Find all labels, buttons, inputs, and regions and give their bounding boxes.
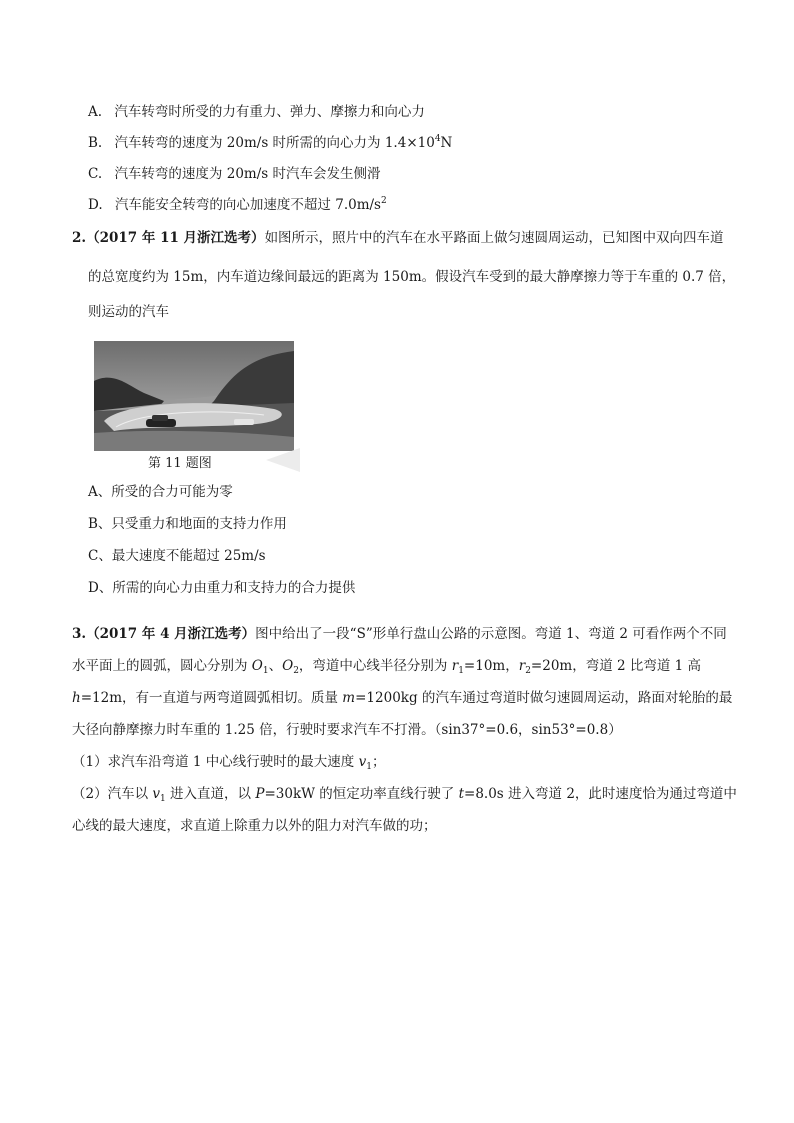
- q2-line-2: [88, 267, 735, 287]
- q3-text: （2）汽车以: [72, 786, 153, 802]
- q1-option-b-unit: N: [440, 135, 453, 151]
- q3-stem-1: 图中给出了一段“S”形单行盘山公路的示意图。弯道 1、弯道 2 可看作两个不同: [255, 626, 727, 642]
- q3-text: =1200kg 的汽车通过弯道时做匀速圆周运动，路面对轮胎的最: [355, 690, 733, 706]
- q1-option-d-label: D.: [88, 197, 103, 213]
- q3-sub: 2: [525, 666, 531, 676]
- q3-sub: 1: [262, 666, 269, 676]
- q3-text: ；: [371, 754, 386, 770]
- q3-text: =30kW 的恒定功率直线行驶了: [264, 786, 459, 802]
- q3-sub: 1: [160, 794, 166, 804]
- q1-option-d-text-main: 汽车能安全转弯的向心加速度不超过 7.0m/s: [114, 197, 381, 213]
- q3-text: （1）求汽车沿弯道 1 中心线行驶时的最大速度: [72, 754, 359, 770]
- q3-number: 3.: [72, 626, 87, 642]
- figure-caption: 第 11 题图: [148, 456, 212, 471]
- q2-line-1: [72, 228, 724, 248]
- q3-var-o1: O: [251, 658, 263, 674]
- q3-text: 、: [268, 658, 283, 674]
- q1-option-b-exponent: 4: [434, 134, 441, 144]
- q2-stem-3: 则运动的汽车: [88, 304, 169, 320]
- mountain-road-illustration: [94, 341, 294, 451]
- q3-line-3: [72, 688, 732, 708]
- q3-text: 大径向静摩擦力时车重的 1.25 倍，行驶时要求汽车不打滑。（sin37°=0.6，sin53°=0.8）: [72, 722, 622, 738]
- q3-subquestion-1: [72, 752, 385, 772]
- q1-option-d-text: [115, 197, 387, 213]
- q1-option-d: [88, 195, 387, 215]
- q3-var-v1: v: [152, 786, 161, 802]
- q2-option-c: C、最大速度不能超过 25m/s: [88, 548, 266, 564]
- q2-stem-2: 的总宽度约为 15m，内车道边缘间最远的距离为 150m。假设汽车受到的最大静摩擦力等于车重的 0.7 倍，: [88, 269, 736, 285]
- q3-text: 进入直道，以: [165, 786, 256, 802]
- q3-var-p: P: [255, 786, 265, 802]
- q3-text: 水平面上的圆弧，圆心分别为: [72, 658, 252, 674]
- q1-option-c: [88, 164, 380, 184]
- q3-sub: 1: [366, 762, 372, 772]
- q3-var-r2: r: [518, 658, 526, 674]
- q3-line-2: [72, 656, 701, 676]
- q3-text: 心线的最大速度，求直道上除重力以外的阻力对汽车做的功；: [72, 818, 437, 834]
- q3-text: =12m，有一直道与两弯道圆弧相切。质量: [80, 690, 343, 706]
- q3-var-t: t: [458, 786, 465, 802]
- q1-option-c-label: C.: [88, 166, 103, 182]
- q1-option-b: [88, 133, 452, 153]
- q3-source: （2017 年 4 月浙江选考）: [86, 626, 256, 642]
- q1-option-b-text: [115, 135, 453, 151]
- q2-stem-1: 如图所示，照片中的汽车在水平路面上做匀速圆周运动，已知图中双向四车道: [264, 230, 724, 246]
- q3-var-m: m: [342, 690, 356, 706]
- q3-text: =10m，: [463, 658, 519, 674]
- q1-option-b-label: B.: [88, 135, 103, 151]
- q1-option-d-exponent: 2: [380, 196, 387, 206]
- q1-option-a: [88, 102, 425, 122]
- q3-subquestion-2: [72, 784, 737, 804]
- q3-var-o2: O: [282, 658, 294, 674]
- q2-number: 2.: [72, 230, 87, 246]
- q1-option-c-text: 汽车转弯的速度为 20m/s 时汽车会发生侧滑: [114, 166, 381, 182]
- q3-line-1: [72, 624, 727, 644]
- mountain-road-photo: [94, 341, 294, 451]
- q2-option-b: B、只受重力和地面的支持力作用: [88, 516, 287, 532]
- q2-line-3: [88, 302, 169, 322]
- q3-text: =20m，弯道 2 比弯道 1 高: [530, 658, 702, 674]
- q3-var-h: h: [72, 690, 81, 706]
- q2-option-d: D、所需的向心力由重力和支持力的合力提供: [88, 580, 356, 596]
- q2-option-a: A、所受的合力可能为零: [88, 484, 233, 500]
- q3-subquestion-2-cont: [72, 816, 437, 836]
- q3-text: ，弯道中心线半径分别为: [298, 658, 452, 674]
- watermark-arrow-icon: [266, 448, 300, 472]
- q3-var-v1: v: [358, 754, 367, 770]
- q3-sub: 1: [458, 666, 464, 676]
- q3-var-r1: r: [451, 658, 459, 674]
- q1-option-a-text: 汽车转弯时所受的力有重力、弹力、摩擦力和向心力: [114, 104, 425, 120]
- q3-line-4: [72, 720, 622, 740]
- q3-sub: 2: [293, 666, 299, 676]
- q3-text: =8.0s 进入弯道 2，此时速度恰为通过弯道中: [464, 786, 737, 802]
- q1-option-b-text-main: 汽车转弯的速度为 20m/s 时所需的向心力为 1.4×10: [114, 135, 435, 151]
- q1-option-a-label: A.: [88, 104, 103, 120]
- q2-source: （2017 年 11 月浙江选考）: [86, 230, 265, 246]
